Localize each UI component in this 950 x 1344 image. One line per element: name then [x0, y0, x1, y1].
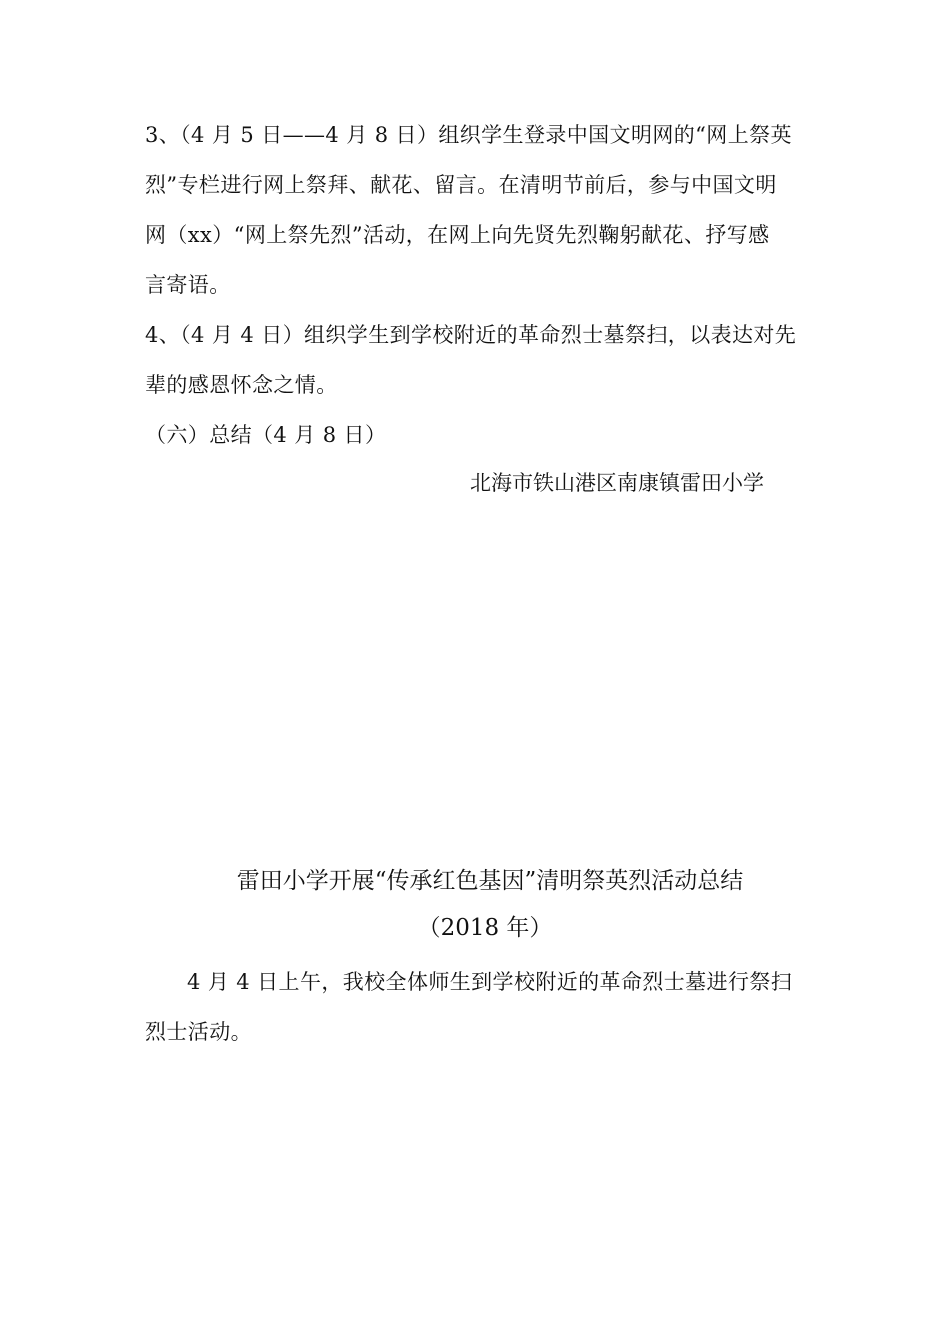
item3-line-3: 网（xx）“网上祭先烈”活动，在网上向先贤先烈鞠躬献花、抒写感 — [145, 223, 770, 247]
item4-line-2: 辈的感恩怀念之情。 — [145, 373, 338, 397]
item4-line-1: 4、（4 月 4 日）组织学生到学校附近的革命烈士墓祭扫，以表达对先 — [145, 323, 797, 347]
report-body-line-2: 烈士活动。 — [145, 1020, 252, 1044]
item3-line-4: 言寄语。 — [145, 273, 231, 297]
item3-line-2: 烈”专栏进行网上祭拜、献花、留言。在清明节前后，参与中国文明 — [145, 173, 777, 197]
report-body-line-1: 4 月 4 日上午，我校全体师生到学校附近的革命烈士墓进行祭扫 — [187, 970, 793, 994]
signature: 北海市铁山港区南康镇雷田小学 — [470, 471, 764, 495]
report-title: 雷田小学开展“传承红色基因”清明祭英烈活动总结 — [236, 868, 744, 894]
report-year: （2018 年） — [417, 915, 553, 941]
summary-heading: （六）总结（4 月 8 日） — [145, 423, 387, 447]
item3-line-1: 3、（4 月 5 日——4 月 8 日）组织学生登录中国文明网的“网上祭英 — [145, 123, 792, 147]
